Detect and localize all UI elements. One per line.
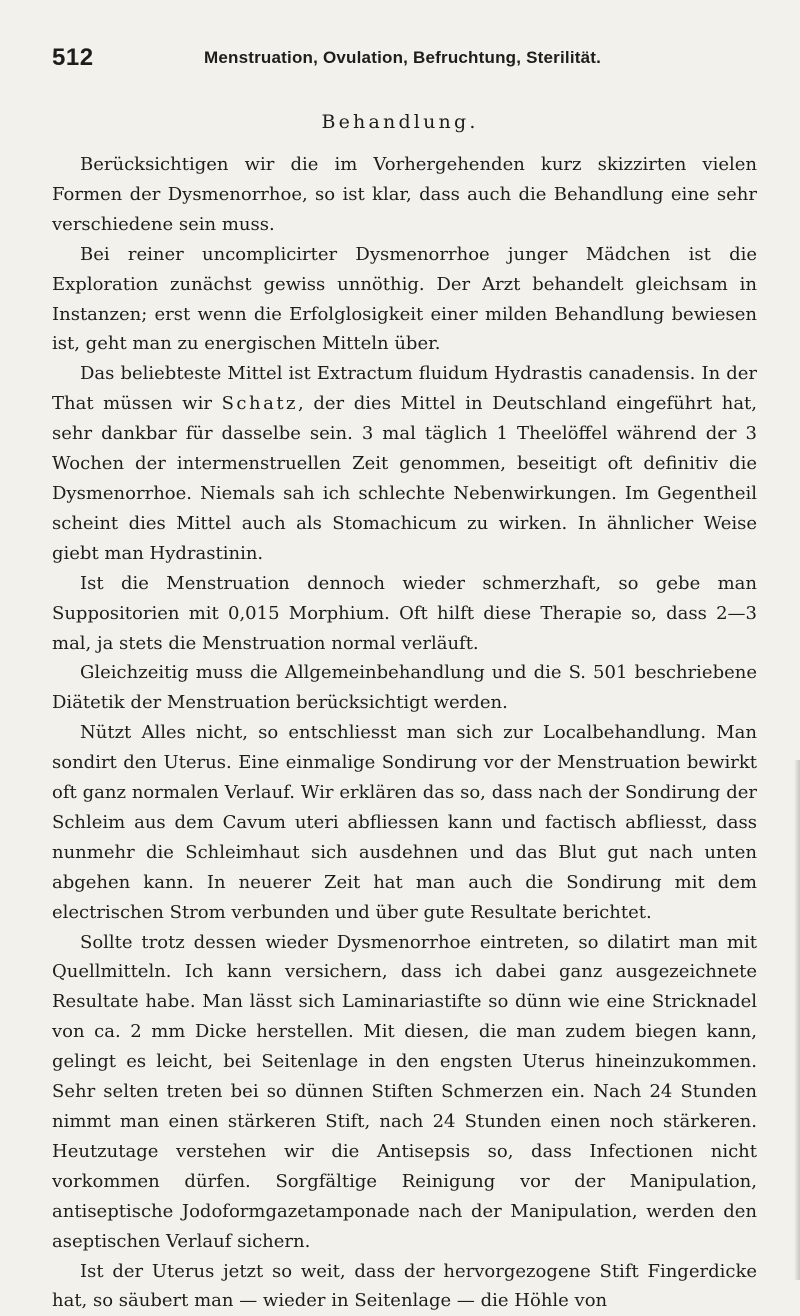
- paragraph: Nützt Alles nicht, so entschliesst man sich zur Localbehandlung. Man sondirt den Uterus. Eine einmalige Sondirung vor der Menstruation bewirkt oft ganz normalen Verlauf. Wir erklären das so, dass nach der Sondirung der Schleim aus dem Cavum uteri abfliessen kann und factisch abfliesst, dass nunmehr die Schleimhaut sich ausdehnen und das Blut gut nach unten abgehen kann. In neuerer Zeit hat man auch die Sondirung mit dem electrischen Strom verbunden und über gute Resultate berichtet.: [52, 722, 757, 923]
- paragraph: Ist der Uterus jetzt so weit, dass der hervorgezogene Stift Fingerdicke hat, so säubert man — wieder in Seitenlage — die Höhle von: [52, 1260, 757, 1312]
- author-name: Schatz: [221, 393, 299, 415]
- paragraph: Ist die Menstruation dennoch wieder schmerzhaft, so gebe man Suppositorien mit 0,015 Morphium. Oft hilft diese Therapie so, dass 2—3 mal, ja stets die Menstruation normal verläuft.: [52, 572, 757, 654]
- section-heading: Behandlung.: [321, 111, 479, 133]
- paragraph: Gleichzeitig muss die Allgemeinbehandlung und die S. 501 beschriebene Diätetik der Menstruation berücksichtigt werden.: [52, 662, 757, 714]
- page-number: 512: [52, 44, 94, 71]
- page-header: [52, 44, 757, 78]
- paragraph: Sollte trotz dessen wieder Dysmenorrhoe eintreten, so dilatirt man mit Quellmitteln. Ich kann versichern, dass ich dabei ganz ausgezeichnete Resultate habe. Man lässt sich Laminariastifte so dünn wie eine Stricknadel von ca. 2 mm Dicke herstellen. Mit diesen, die man zudem biegen kann, gelingt es leicht, bei Seitenlage in den engsten Uterus hineinzukommen. Sehr selten treten bei so dünnen Stiften Schmerzen ein. Nach 24 Stunden nimmt man einen stärkeren Stift, nach 24 Stunden einen noch stärkeren. Heutzutage verstehen wir die Antisepsis so, dass Infectionen nicht vorkommen dürfen. Sorgfältige Reinigung vor der Manipulation, antiseptische Jodoformgazetamponade nach der Manipulation, werden den aseptischen Verlauf sichern.: [52, 931, 757, 1252]
- paragraph: [52, 359, 757, 568]
- running-title: Menstruation, Ovulation, Befruchtung, Sterilität.: [204, 48, 602, 67]
- paragraph-text: Das beliebteste Mittel ist Extractum fluidum Hydrastis canadensis. In der That müssen wir: [52, 363, 757, 415]
- page-edge-shadow: [794, 760, 800, 1280]
- paragraph: Berücksichtigen wir die im Vorhergehenden kurz skizzirten vielen Formen der Dysmenorrhoe, so ist klar, dass auch die Behandlung eine sehr verschiedene sein muss.: [52, 154, 757, 235]
- paragraph: Bei reiner uncomplicirter Dysmenorrhoe junger Mädchen ist die Exploration zunächst gewiss unnöthig. Der Arzt behandelt gleichsam in Instanzen; erst wenn die Erfolglosigkeit einer milden Behandlung bewiesen ist, geht man zu energischen Mitteln über.: [52, 243, 757, 355]
- body-text: [52, 150, 757, 1316]
- paragraph-text: , der dies Mittel in Deutschland eingeführt hat, sehr dankbar für dasselbe sein. 3 mal täglich 1 Theelöffel während der 3 Wochen der intermenstruellen Zeit genommen, beseitigt oft definitiv die Dysmenorrhoe. Niemals sah ich schlechte Nebenwirkungen. Im Gegentheil scheint dies Mittel auch als Stomachicum zu wirken. In ähnlicher Weise giebt man Hydrastinin.: [52, 393, 757, 564]
